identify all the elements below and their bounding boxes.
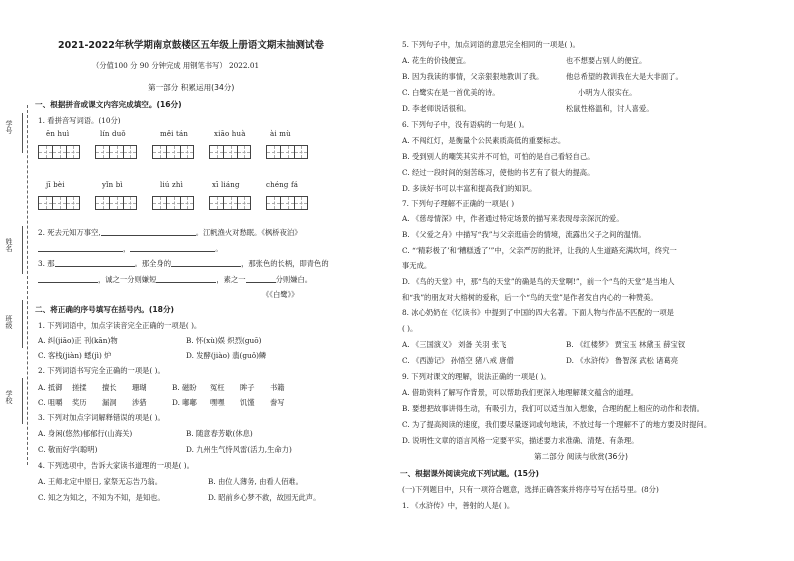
page-title: 2021-2022年秋学期南京鼓楼区五年级上册语文期末抽测试卷 <box>58 40 324 51</box>
q8-opt-d[interactable]: D. 《水浒传》 鲁智深 武松 诸葛亮 <box>566 356 679 365</box>
q9-opt-b[interactable]: B. 要想把故事讲得生动，有吸引力，我们可以适当加入想象，合理的配上相应的动作和表情。 <box>402 404 704 413</box>
q2-1-stem: 1. 下列词语中，加点字读音完全正确的一项是( )。 <box>38 321 202 330</box>
q7-stem: 7. 下列句子理解不正确的一项是( ) <box>402 199 515 208</box>
question-1-2b: ， 。 <box>38 245 223 252</box>
q6-opt-a[interactable]: A. 不闯红灯，是衡量个公民素质高低的重要标志。 <box>402 136 566 145</box>
q7-opt-d[interactable]: D. 《鸟的天堂》中，那“鸟的天堂”的确是鸟的天堂啊!”，前一个“鸟的天堂”是当地人 <box>402 277 675 286</box>
q9-opt-d[interactable]: D. 说明性文章的语言风格一定要平实，描述要力求准确、清楚、有条理。 <box>402 436 639 445</box>
q6-opt-c[interactable]: C. 经过一段时间的刻苦练习，使他的书艺有了很大的提高。 <box>402 168 595 177</box>
q2-1-opt-d[interactable]: D. 发酵(jiào) 翡(guǒ)鳞 <box>186 351 267 360</box>
q9-opt-c[interactable]: C. 为了提高阅读的速度，我们要尽量逐词或句地读，不放过每一个理解不了的地方要及时提问。 <box>402 420 712 429</box>
q2-4-opt-c[interactable]: C. 知之为知之，不知为不知，是知也。 <box>38 493 165 502</box>
writing-box-10[interactable] <box>266 196 308 210</box>
q6-opt-d[interactable]: D. 多读好书可以丰富和提高我们的知识。 <box>402 184 537 193</box>
writing-box-6[interactable] <box>38 196 80 210</box>
question-1-2 <box>38 229 302 236</box>
pinyin-2: lín duǒ <box>100 130 126 138</box>
q2-3-opt-a[interactable]: A. 身闲(悠然)郁郁行(山海关) <box>38 429 133 438</box>
writing-box-3[interactable] <box>152 145 194 159</box>
writing-box-9[interactable] <box>209 196 251 210</box>
pinyin-9: xī liáng <box>212 181 240 189</box>
q2-2-row1: A. 抵御 搓揉 擅长 珊瑚 B. 磁盼 冤枉 眸子 书籍 <box>38 383 285 392</box>
q2-1-opt-b[interactable]: B. 怀(xù)娱 炽烈(guō) <box>186 336 262 345</box>
q2-1-opt-c[interactable]: C. 客栈(jiàn) 蟋(jì) 炉 <box>38 351 112 360</box>
q5-stem: 5. 下列句子中，加点词语的意思完全相同的一项是( )。 <box>402 40 580 49</box>
q2-4-opt-a[interactable]: A. 王师北定中原日, 家祭无忘告乃翁。 <box>38 477 162 486</box>
q2-3-opt-d[interactable]: D. 九州生气恃风雷(活力,生命力) <box>186 445 292 454</box>
q8-opt-c[interactable]: C. 《西游记》 孙悟空 猪八戒 唐僧 <box>402 356 514 365</box>
pinyin-3: měi tán <box>160 130 189 138</box>
blank-3e[interactable] <box>246 282 276 283</box>
q7-opt-c-cont: 事无成。 <box>402 261 432 270</box>
q2-3-stem: 3. 下列对加点字词解释错误的项是( )。 <box>38 413 165 422</box>
q5-opt-a[interactable]: A. 花生的价钱便宜。 <box>402 56 471 65</box>
q5-opt-b[interactable]: B. 因为我读的事情，父亲狠狠地教训了我。 <box>402 72 544 81</box>
pinyin-4: xiāo huà <box>214 130 246 138</box>
q6-stem: 6. 下列句子中，没有语病的一句是( )。 <box>402 120 529 129</box>
writing-box-8[interactable] <box>152 196 194 210</box>
pinyin-7: yǐn bì <box>102 181 123 189</box>
blank-2c[interactable] <box>130 251 215 252</box>
q3-source: 《《白鹭》》 <box>262 290 299 299</box>
q5-opt-a2: 也不想要占别人的便宜。 <box>566 56 647 65</box>
side-field-name[interactable] <box>22 226 23 274</box>
q7-opt-d-cont: 和“我”的朋友对大榕树的爱称，后一个“鸟的天堂”是作者发自内心的一种赞美。 <box>402 293 658 302</box>
blank-3b[interactable] <box>171 266 241 267</box>
q2-2-stem: 2. 下列词语书写完全正确的一项是( )。 <box>38 366 165 375</box>
question-1-1: 1. 看拼音写词语。(10分) <box>38 116 121 125</box>
q8-stem-2: ( )。 <box>402 324 418 333</box>
exam-meta: （分值100 分 90 分钟完成 用钢笔书写） 2022.01 <box>92 61 260 70</box>
q5-opt-c[interactable]: C. 白鹭实在是一首优美的诗。 <box>402 88 500 97</box>
writing-box-5[interactable] <box>266 145 308 159</box>
blank-3a[interactable] <box>55 266 135 267</box>
side-label-school: 学校 <box>5 390 13 404</box>
q2-4-stem: 4. 下列选项中，告诉大家读书道理的一项是( )。 <box>38 461 194 470</box>
question-1-3b: ，诚之一分则嫌短 ，素之一 分则嫌白。 <box>38 276 312 283</box>
part2-sub1: (一)下列题目中，只有一项符合题意，选择正确答案并将序号写在括号里。(8分) <box>402 485 659 494</box>
q8-opt-a[interactable]: A. 《三国演义》 刘备 关羽 张飞 <box>402 340 507 349</box>
q5-opt-b2: 他总希望的教训我在大是大非面了。 <box>566 72 683 81</box>
part1-title: 第一部分 积累运用(34分) <box>148 83 235 92</box>
q2-2-row2: C. 咀嚼 奖历 漏洞 涉猎 D. 嘟嘟 嘿嘿 饥馑 誊写 <box>38 398 285 407</box>
writing-box-2[interactable] <box>95 145 137 159</box>
poem-line-label: 2. 死去元知万事空, <box>38 228 101 237</box>
pinyin-6: jī bèi <box>46 181 65 189</box>
side-field-class[interactable] <box>22 300 23 348</box>
pinyin-5: ài mù <box>270 130 291 138</box>
poem-line-text: 。江帆渔火对愁眠。《枫桥夜泊》 <box>195 228 302 237</box>
q8-opt-b[interactable]: B. 《红楼梦》 贾宝玉 林黛玉 薛宝钗 <box>566 340 686 349</box>
part2-section1-title: 一、根据课外阅读完成下列试题。(15分) <box>400 469 540 478</box>
side-field-school[interactable] <box>22 378 23 424</box>
q2-4-opt-d[interactable]: D. 昭前乡心梦不救，故园无此声。 <box>208 493 321 502</box>
blank-2b[interactable] <box>38 251 123 252</box>
q2-1-opt-a[interactable]: A. 纠(jiāo)正 刊(kān)物 <box>38 336 118 345</box>
blank-3d[interactable] <box>156 282 216 283</box>
q7-opt-c[interactable]: C. “‘精彩极了’和‘糟糕透了’”中，父亲严厉的批评，让我的人生道路充满坎坷，终究一 <box>402 246 677 255</box>
side-label-student-id: 学号 <box>5 120 13 134</box>
blank-2a[interactable] <box>101 235 196 236</box>
q2-3-opt-c[interactable]: C. 敬而好学(聪明) <box>38 445 98 454</box>
q5-opt-c2: 小明为人很实在。 <box>578 88 637 97</box>
q2-3-opt-b[interactable]: B. 随意春芳歇(休息) <box>186 429 253 438</box>
section2-title: 二、将正确的序号填写在括号内。(18分) <box>35 305 175 314</box>
q2-4-opt-b[interactable]: B. 由位人薄务, 由看人佰难。 <box>208 477 303 486</box>
section1-title: 一、根据拼音或课文内容完成填空。(16分) <box>35 100 182 109</box>
q5-opt-d[interactable]: D. 李老师说话很和。 <box>402 104 471 113</box>
part2-title: 第二部分 阅读与欣赏(36分) <box>534 452 628 461</box>
pinyin-10: chéng fá <box>266 181 299 189</box>
writing-box-4[interactable] <box>209 145 251 159</box>
pinyin-8: liú zhì <box>160 181 184 189</box>
q8-stem: 8. 冰心奶奶在《忆读书》中提到了中国的四大名著。下面人物与作品不匹配的一项是 <box>402 308 674 317</box>
pinyin-1: ēn huì <box>46 130 70 138</box>
binding-line <box>27 105 28 465</box>
q6-opt-b[interactable]: B. 受到别人的嘲笑其实并不可怕，可怕的是自己看轻自己。 <box>402 152 595 161</box>
q5-opt-d2: 松鼠性格温和，讨人喜爱。 <box>566 104 654 113</box>
side-field-student-id[interactable] <box>22 113 23 153</box>
q7-opt-a[interactable]: A. 《慈母情深》中，作者通过特定场景的描写来表现母亲深沉的爱。 <box>402 214 624 223</box>
part2-sub1-q1: 1. 《水浒传》中，善射的人是( )。 <box>402 501 515 510</box>
side-label-class: 班级 <box>5 315 13 329</box>
question-1-3: 3. 那 。那全身的 ，那张色的长柄，即青色的 <box>38 259 329 268</box>
blank-3c[interactable] <box>38 282 98 283</box>
side-label-name: 姓名 <box>5 238 13 252</box>
writing-box-1[interactable] <box>38 145 80 159</box>
q7-opt-b[interactable]: B. 《父爱之舟》中描写“我”与父亲逛庙会的情境，流露出父子之间的温情。 <box>402 230 646 239</box>
q9-stem: 9. 下列对课文的理解，说法正确的一项是( )。 <box>402 372 551 381</box>
writing-box-7[interactable] <box>95 196 137 210</box>
q9-opt-a[interactable]: A. 借助资料了解写作背景，可以帮助我们更深入地理解课文蕴含的道理。 <box>402 388 639 397</box>
